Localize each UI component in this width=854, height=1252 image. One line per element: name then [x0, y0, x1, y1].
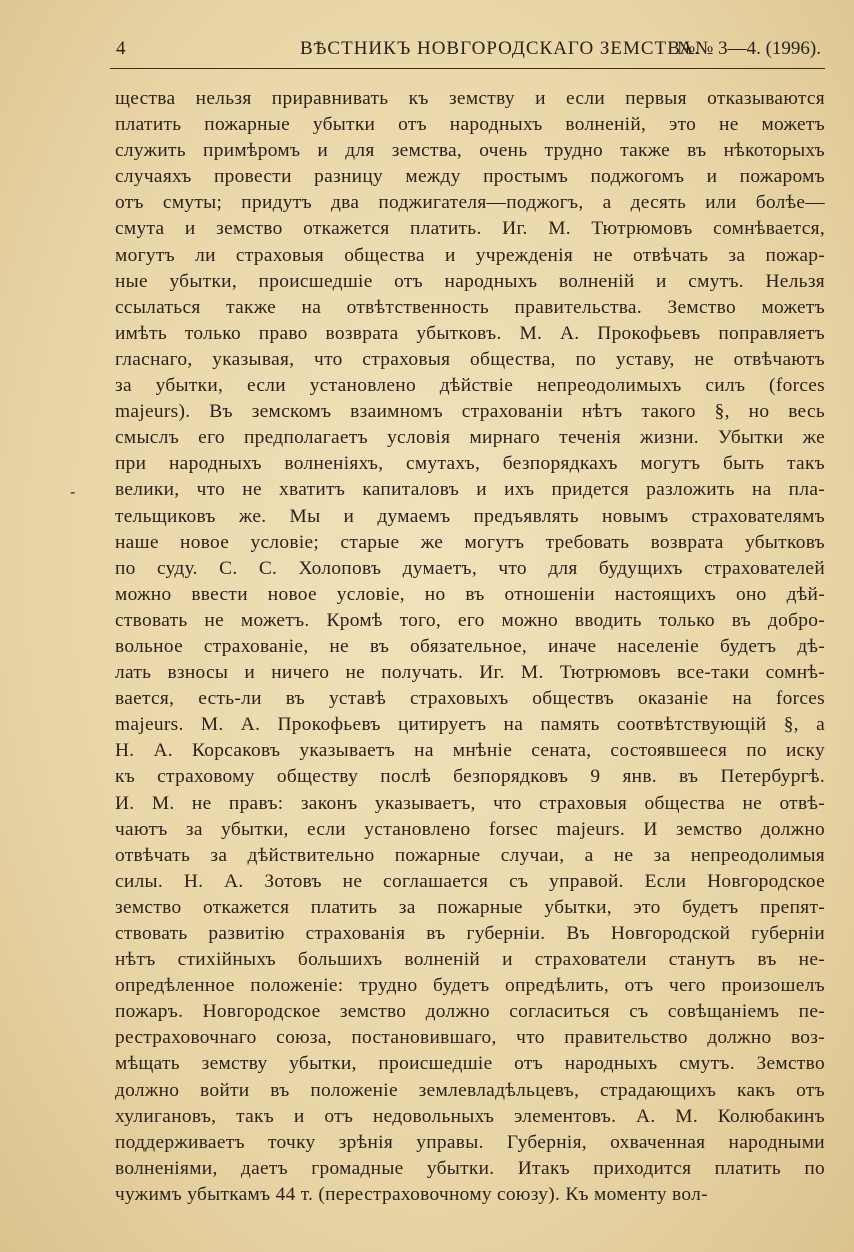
- text-line: смыслъ его предполагаетъ условія мирнаго теченія жизни. Убытки же: [115, 427, 825, 449]
- text-line: опредѣленное положеніе: трудно будетъ опредѣлить, отъ чего произошелъ: [115, 975, 825, 997]
- header-rule: [110, 68, 825, 69]
- text-line: отвѣчать за дѣйствительно пожарные случаи, а не за непреодолимыя: [115, 844, 825, 866]
- text-line: земство откажется платить за пожарные убытки, это будетъ препят-: [115, 896, 825, 918]
- text-line: ствовать не можетъ. Кромѣ того, его можно вводить только въ добро-: [115, 609, 825, 631]
- text-line: majeurs). Въ земскомъ взаимномъ страхованіи нѣтъ такого §, но весь: [115, 401, 825, 423]
- issue-number: №№ 3—4. (1996).: [677, 38, 821, 59]
- text-line: при народныхъ волненіяхъ, смутахъ, безпорядкахъ могутъ быть такъ: [115, 453, 825, 475]
- text-line: служить примѣромъ и для земства, очень трудно также въ нѣкоторыхъ: [115, 140, 825, 162]
- text-line: Н. А. Корсаковъ указываетъ на мнѣніе сената, состоявшееся по иску: [115, 740, 825, 762]
- text-line: гласнаго, указывая, что страховыя общества, по уставу, не отвѣчаютъ: [115, 348, 825, 370]
- text-line: смута и земство откажется платить. Иг. М. Тютрюмовъ сомнѣвается,: [115, 218, 825, 240]
- text-line: отъ смуты; придутъ два поджигателя—поджогъ, а десять или болѣе—: [115, 192, 825, 214]
- text-line: платить пожарные убытки отъ народныхъ волненій, это не можетъ: [115, 114, 825, 136]
- text-line: имѣть только право возврата убытковъ. М. А. Прокофьевъ поправляетъ: [115, 322, 825, 344]
- text-line: волненіями, даетъ громадные убытки. Итакъ приходится платить по: [115, 1157, 825, 1179]
- text-line: щества нельзя приравнивать къ земству и если первыя отказываются: [115, 88, 825, 109]
- text-line: хулигановъ, такъ и отъ недовольныхъ элементовъ. А. М. Колюбакинъ: [115, 1105, 825, 1127]
- body-text: [115, 86, 825, 1208]
- text-line: должно войти въ положеніе землевладѣльцевъ, страдающихъ какъ отъ: [115, 1079, 825, 1101]
- journal-title: ВѢСТНИКЪ НОВГОРОДСКАГО ЗЕМСТВА.: [300, 38, 701, 59]
- text-line: ные убытки, происшедшіе отъ народныхъ волненій и смутъ. Нельзя: [115, 270, 825, 292]
- text-line: тельщиковъ же. Мы и думаемъ предъявлять новымъ страхователямъ: [115, 505, 825, 527]
- text-line: чужимъ убыткамъ 44 т. (перестраховочному союзу). Къ моменту вол-: [115, 1183, 708, 1205]
- text-line: за убытки, если установлено дѣйствіе непреодолимыхъ силъ (forces: [115, 375, 825, 397]
- text-line: рестраховочнаго союза, постановившаго, что правительство должно воз-: [115, 1027, 825, 1049]
- running-header: [110, 34, 825, 70]
- text-line: ствовать развитію страхованія въ губерніи. Въ Новгородской губерніи: [115, 923, 825, 944]
- text-line: случаяхъ провести разницу между простымъ поджогомъ и пожаромъ: [115, 166, 825, 188]
- text-line: мѣщать земству убытки, происшедшіе отъ народныхъ смутъ. Земство: [115, 1053, 825, 1075]
- text-line: И. М. не правъ: законъ указываетъ, что страховыя общества не отвѣ-: [115, 792, 825, 814]
- text-line: велики, что не хватитъ капиталовъ и ихъ придется разложить на пла-: [115, 479, 825, 501]
- text-line: по суду. С. С. Холоповъ думаетъ, что для будущихъ страхователей: [115, 557, 825, 579]
- page-number: 4: [116, 38, 126, 59]
- text-line: могутъ ли страховыя общества и учрежденія не отвѣчать за пожар-: [115, 244, 825, 266]
- text-line: лать взносы и ничего не получать. Иг. М. Тютрюмовъ все-таки сомнѣ-: [115, 662, 825, 684]
- margin-mark: -: [70, 482, 76, 501]
- text-line: поддерживаетъ точку зрѣнія управы. Губернія, охваченная народными: [115, 1131, 825, 1153]
- text-line: наше новое условіе; старые же могутъ требовать возврата убытковъ: [115, 531, 825, 553]
- text-line: къ страховому обществу послѣ безпорядковъ 9 янв. въ Петербургѣ.: [115, 766, 825, 788]
- text-line: вается, есть-ли въ уставѣ страховыхъ обществъ оказаніе на forces: [115, 688, 825, 710]
- text-line: нѣтъ стихійныхъ большихъ волненій и страхователи станутъ въ не-: [115, 949, 825, 971]
- text-line: пожаръ. Новгородское земство должно согласиться съ совѣщаніемъ пе-: [115, 1001, 825, 1023]
- text-line: чаютъ за убытки, если установлено forsec majeurs. И земство должно: [115, 818, 825, 840]
- text-line: вольное страхованіе, не въ обязательное, иначе населеніе будетъ дѣ-: [115, 635, 825, 657]
- text-line: majeurs. М. А. Прокофьевъ цитируетъ на память соотвѣтствующій §, а: [115, 714, 825, 736]
- text-line: ссылаться также на отвѣтственность правительства. Земство можетъ: [115, 296, 825, 318]
- text-line: можно ввести новое условіе, но въ отношеніи настоящихъ оно дѣй-: [115, 583, 825, 605]
- text-line: силы. Н. А. Зотовъ не соглашается съ управой. Если Новгородское: [115, 870, 825, 892]
